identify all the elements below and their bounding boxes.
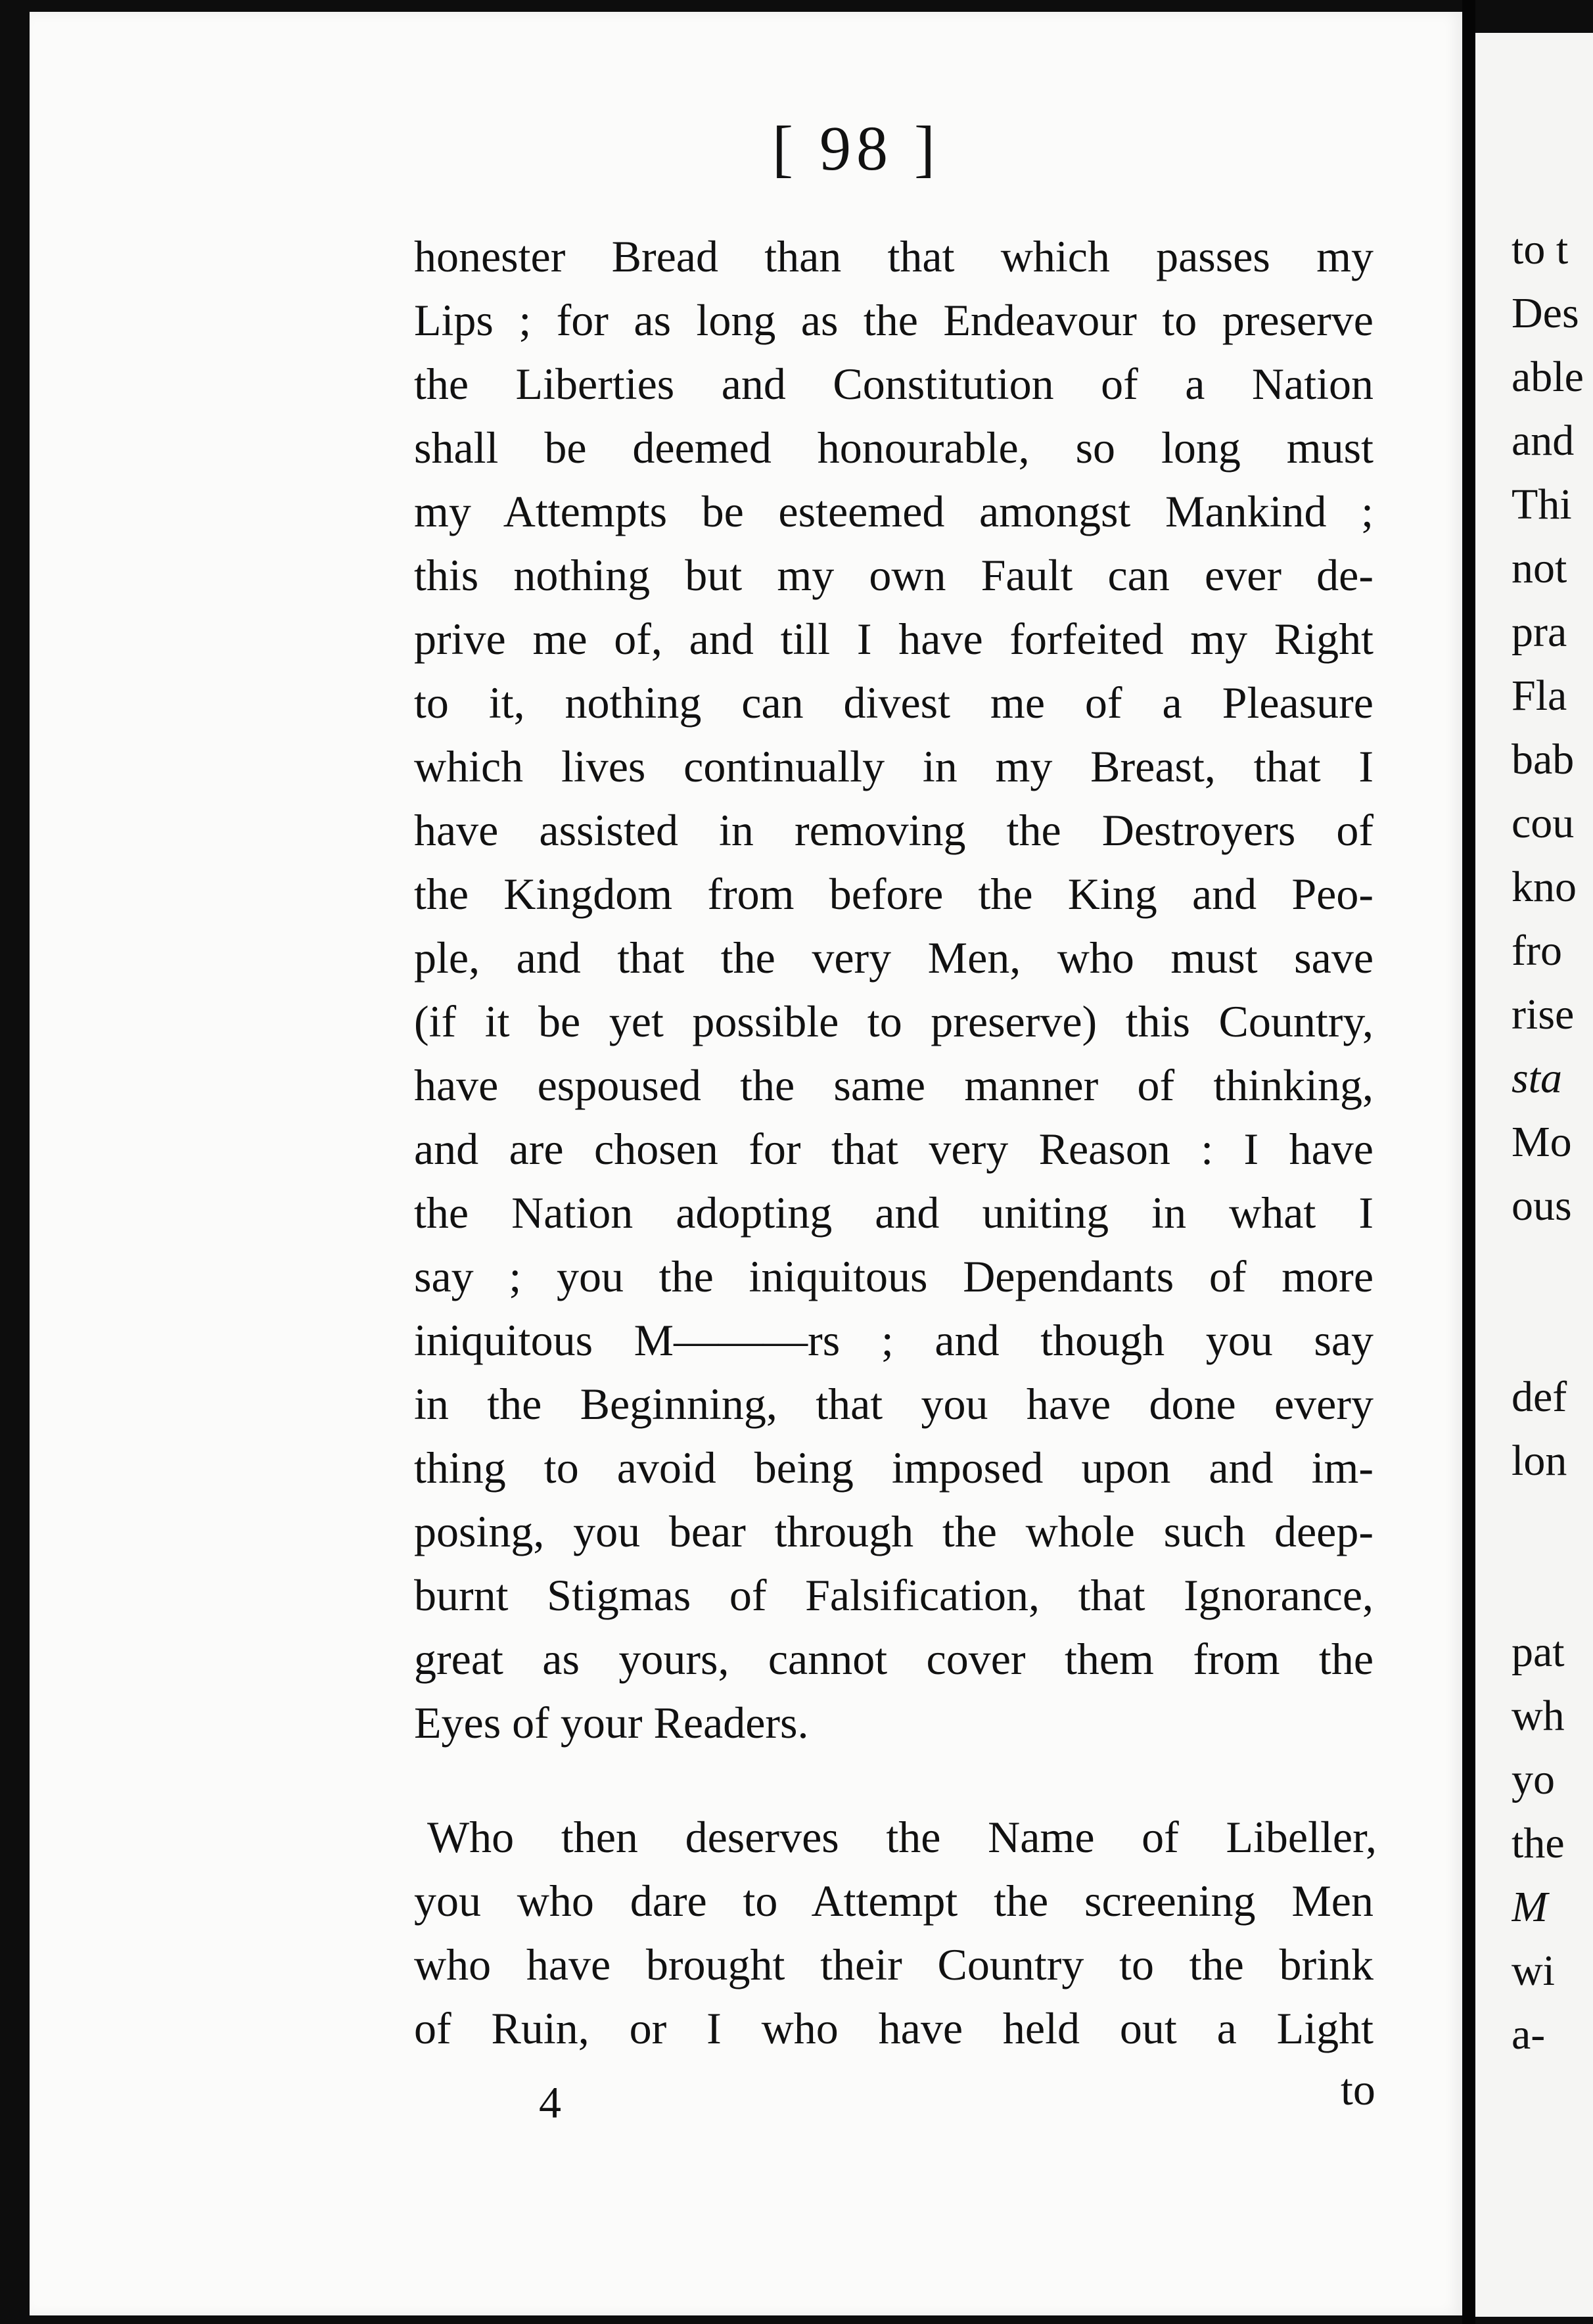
facing-page-fragment: fro (1512, 927, 1562, 975)
facing-page-fragment: Mo (1512, 1118, 1572, 1166)
facing-page-fragment (1512, 1301, 1593, 1366)
facing-page-fragment: pat (1512, 1628, 1565, 1676)
text-line: honester Bread than that which passes my (414, 231, 1374, 281)
text-line: shall be deemed honourable, so long must (414, 423, 1374, 473)
text-line: you who dare to Attempt the screening Men (414, 1876, 1374, 1926)
text-line: have espoused the same manner of thinking, (414, 1060, 1374, 1110)
facing-page-fragment: rise (1512, 990, 1575, 1038)
text-line: the Kingdom from before the King and Peo- (414, 869, 1374, 919)
text-line: say ; you the iniquitous Dependants of more (414, 1251, 1374, 1301)
page-number: [ 98 ] (772, 113, 940, 183)
facing-page-fragment: ous (1512, 1182, 1572, 1230)
text-line: in the Beginning, that you have done every (414, 1379, 1374, 1429)
text-line: posing, you bear through the whole such deep- (414, 1506, 1374, 1556)
text-line: which lives continually in my Breast, that I (414, 741, 1374, 791)
text-line: Lips ; for as long as the Endeavour to preserve (414, 295, 1374, 345)
text-line: ple, and that the very Men, who must save (414, 933, 1374, 983)
facing-page-fragment (1512, 1492, 1593, 1558)
facing-page-fragment: a- (1512, 2010, 1546, 2058)
catchword: to (1341, 2064, 1375, 2114)
facing-page-fragment: to t (1512, 225, 1569, 273)
text-line: prive me of, and till I have forfeited my Right (414, 614, 1374, 664)
facing-page-fragment: def (1512, 1373, 1567, 1421)
text-line: have assisted in removing the Destroyers of (414, 805, 1374, 855)
text-line: iniquitous M———rs ; and though you say (414, 1315, 1374, 1365)
text-line: Eyes of your Readers. (414, 1698, 809, 1748)
facing-page-fragment: sta (1512, 1054, 1563, 1102)
text-line: great as yours, cannot cover them from the (414, 1634, 1374, 1684)
facing-page-fragment (1512, 1237, 1593, 1303)
text-line: and are chosen for that very Reason : I have (414, 1124, 1374, 1174)
facing-page-fragment: Thi (1512, 480, 1572, 528)
facing-page-fragment: yo (1512, 1755, 1555, 1803)
text-line: the Nation adopting and uniting in what I (414, 1188, 1374, 1238)
facing-page-fragment (1512, 1556, 1593, 1621)
text-line: of Ruin, or I who have held out a Light (414, 2003, 1374, 2053)
text-line: who have brought their Country to the brink (414, 1940, 1374, 1989)
text-line: this nothing but my own Fault can ever de- (414, 550, 1374, 600)
facing-page-fragment: and (1512, 417, 1575, 465)
text-line: Who then deserves the Name of Libeller, (427, 1812, 1377, 1862)
text-line: my Attempts be esteemed amongst Mankind ; (414, 486, 1374, 536)
book-gutter (1462, 0, 1475, 2324)
text-line: to it, nothing can divest me of a Pleasure (414, 678, 1374, 728)
text-line: the Liberties and Constitution of a Nation (414, 359, 1374, 409)
facing-page-fragment: kno (1512, 863, 1577, 911)
facing-page-fragment: able (1512, 353, 1584, 401)
text-line: (if it be yet possible to preserve) this Country, (414, 996, 1374, 1046)
facing-page-fragment: pra (1512, 608, 1567, 656)
facing-page-fragment: Fla (1512, 672, 1567, 720)
signature-mark: 4 (539, 2078, 561, 2127)
facing-page-fragment: the (1512, 1819, 1565, 1867)
facing-page-fragment: not (1512, 544, 1567, 592)
facing-page-fragment: Des (1512, 289, 1579, 337)
text-line: burnt Stigmas of Falsification, that Ignorance, (414, 1570, 1374, 1620)
facing-page-fragment: bab (1512, 735, 1575, 783)
facing-page-fragment: cou (1512, 799, 1575, 847)
facing-page-fragment: wh (1512, 1692, 1565, 1740)
facing-page-fragment: M (1512, 1883, 1548, 1931)
facing-page-fragment: lon (1512, 1437, 1567, 1485)
text-line: thing to avoid being imposed upon and im- (414, 1443, 1374, 1493)
facing-page-fragment: wi (1512, 1947, 1555, 1995)
